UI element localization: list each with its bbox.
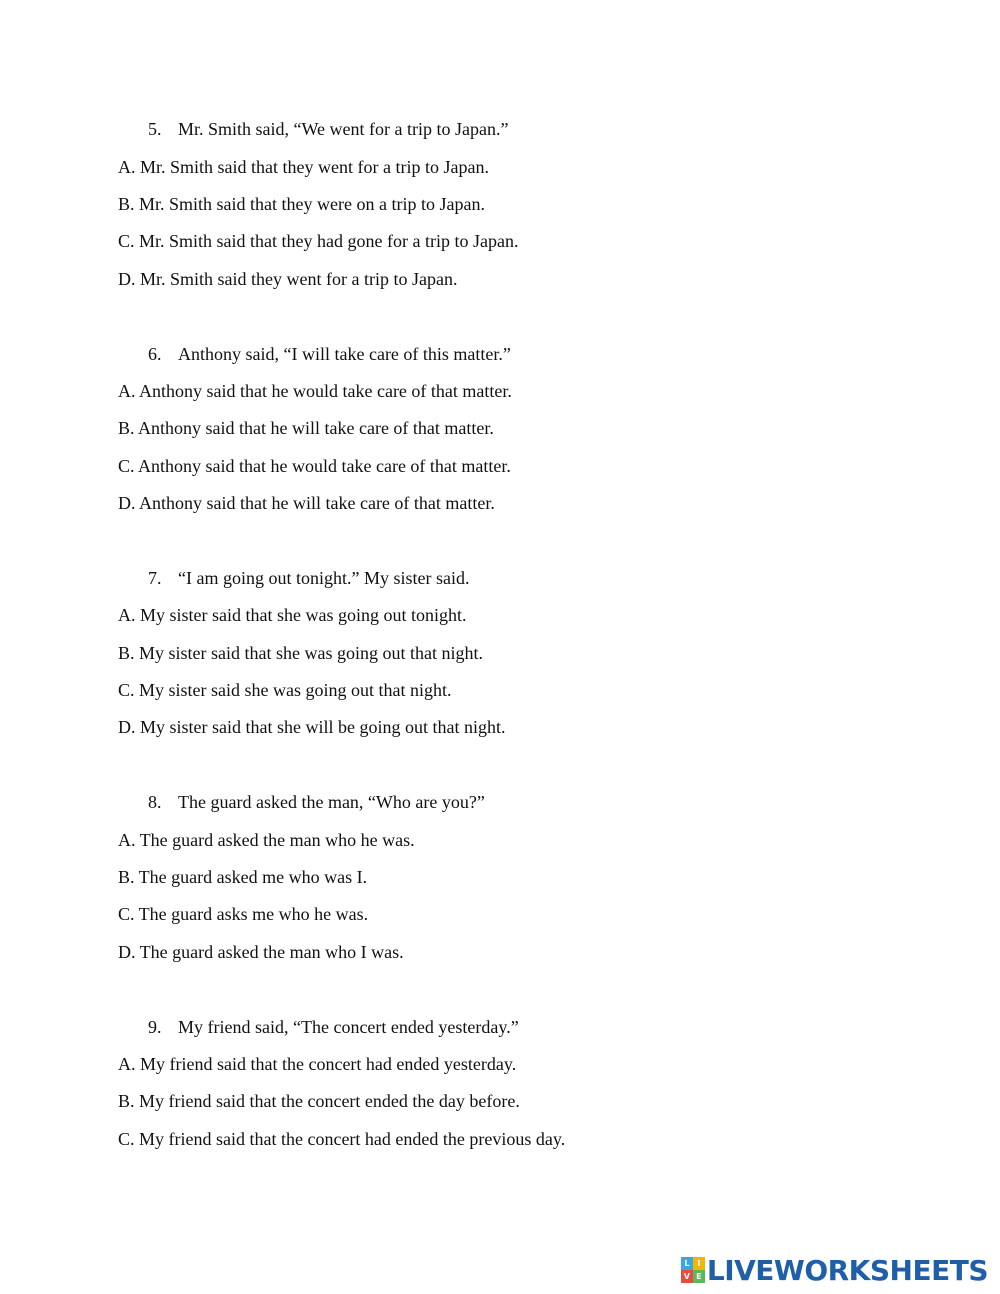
question-text: My friend said, “The concert ended yesterday.”	[178, 1017, 519, 1037]
question-9-prompt	[148, 1016, 519, 1038]
question-number: 6.	[148, 344, 162, 364]
question-5-option-a: A. Mr. Smith said that they went for a trip to Japan.	[118, 157, 489, 177]
logo-mark-letter: I	[693, 1257, 705, 1270]
question-5-prompt	[148, 118, 508, 140]
question-7-option-c: C. My sister said she was going out that night.	[118, 680, 452, 700]
question-8-option-a: A. The guard asked the man who he was.	[118, 830, 415, 850]
question-number: 5.	[148, 119, 162, 139]
question-8-option-d: D. The guard asked the man who I was.	[118, 942, 404, 962]
question-8-prompt	[148, 791, 485, 813]
question-9-option-c: C. My friend said that the concert had ended the previous day.	[118, 1129, 566, 1149]
logo-mark-letter: E	[693, 1270, 705, 1283]
question-6-option-b: B. Anthony said that he will take care of that matter.	[118, 418, 494, 438]
question-text: Anthony said, “I will take care of this matter.”	[178, 344, 511, 364]
liveworksheets-logo	[681, 1253, 988, 1287]
question-7-option-d: D. My sister said that she will be going out that night.	[118, 717, 506, 737]
question-text: Mr. Smith said, “We went for a trip to Japan.”	[178, 119, 509, 139]
question-6-option-d: D. Anthony said that he will take care of that matter.	[118, 493, 495, 513]
question-8-option-b: B. The guard asked me who was I.	[118, 867, 368, 887]
question-6-option-a: A. Anthony said that he would take care of that matter.	[118, 381, 512, 401]
question-6-prompt	[148, 343, 511, 365]
question-5-option-c: C. Mr. Smith said that they had gone for a trip to Japan.	[118, 231, 519, 251]
question-7-prompt	[148, 567, 469, 589]
question-number: 8.	[148, 792, 162, 812]
logo-mark-letter: L	[681, 1257, 693, 1270]
question-7-option-a: A. My sister said that she was going out tonight.	[118, 605, 467, 625]
logo-text: LIVEWORKSHEETS	[706, 1253, 988, 1287]
question-5-option-b: B. Mr. Smith said that they were on a trip to Japan.	[118, 194, 485, 214]
question-5-option-d: D. Mr. Smith said they went for a trip to Japan.	[118, 269, 458, 289]
logo-mark-icon	[681, 1257, 705, 1283]
question-8-option-c: C. The guard asks me who he was.	[118, 904, 369, 924]
question-9-option-a: A. My friend said that the concert had ended yesterday.	[118, 1054, 517, 1074]
question-text: The guard asked the man, “Who are you?”	[178, 792, 485, 812]
question-6-option-c: C. Anthony said that he would take care of that matter.	[118, 456, 511, 476]
logo-mark-letter: V	[681, 1270, 693, 1283]
question-number: 9.	[148, 1017, 162, 1037]
question-7-option-b: B. My sister said that she was going out that night.	[118, 643, 483, 663]
question-9-option-b: B. My friend said that the concert ended the day before.	[118, 1091, 520, 1111]
question-number: 7.	[148, 568, 162, 588]
question-text: “I am going out tonight.” My sister said.	[178, 568, 470, 588]
